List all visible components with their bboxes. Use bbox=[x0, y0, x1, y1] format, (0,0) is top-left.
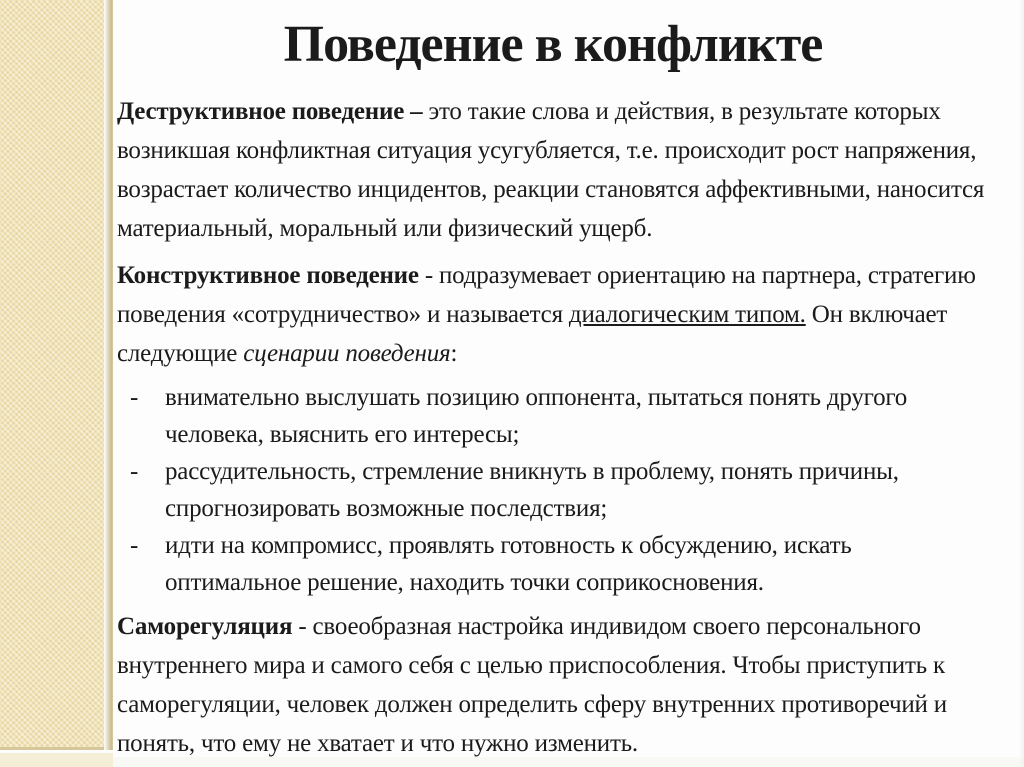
sidebar-texture-band bbox=[0, 0, 104, 750]
sidebar-edge-shadow bbox=[104, 0, 113, 750]
list-item-text: идти на компромисс, проявлять готовность к обсуждению, искать оптимальное решение, находить точки соприкосновения. bbox=[165, 532, 852, 596]
paragraph-self-regulation: Саморегуляция - своеобразная настройка индивидом своего персонального внутреннего мира и самого себя с целью приспособления. Чтобы приступить к саморегуляции, человек должен определить сферу внутренних противоречий и понять, что ему не хватает и что нужно изменить. bbox=[117, 613, 947, 757]
list-item bbox=[117, 379, 989, 453]
right-edge-shadow bbox=[1019, 0, 1024, 767]
paragraph-destructive-behavior: Деструктивное поведение – это такие слова и действия, в результате которых возникшая конфликтная ситуация усугубляется, т.е. происходит рост напряжения, возрастает количество инцидентов, реакции становятся аффективными, наносится материальный, моральный или физический ущерб. bbox=[117, 98, 985, 242]
dash-marker: - bbox=[130, 458, 139, 485]
list-item-text: рассудительность, стремление вникнуть в проблему, понять причины, спрогнозировать возможные последствия; bbox=[165, 458, 899, 522]
slide-content bbox=[117, 14, 989, 767]
list-item bbox=[117, 453, 989, 527]
slide-title: Поведение в конфликте bbox=[283, 16, 823, 73]
list-item-text: внимательно выслушать позицию оппонента, пытаться понять другого человека, выяснить его интересы; bbox=[165, 384, 908, 448]
dash-marker: - bbox=[130, 532, 139, 559]
dash-marker: - bbox=[130, 384, 139, 411]
paragraph-constructive-behavior: Конструктивное поведение - подразумевает ориентацию на партнера, стратегию поведения «сотрудничество» и называется диалогическим типом. Он включает следующие сценарии поведения: bbox=[117, 262, 976, 367]
list-item bbox=[117, 527, 989, 601]
sidebar-footer-strip bbox=[0, 753, 113, 767]
behavior-scenarios-list bbox=[117, 379, 989, 601]
